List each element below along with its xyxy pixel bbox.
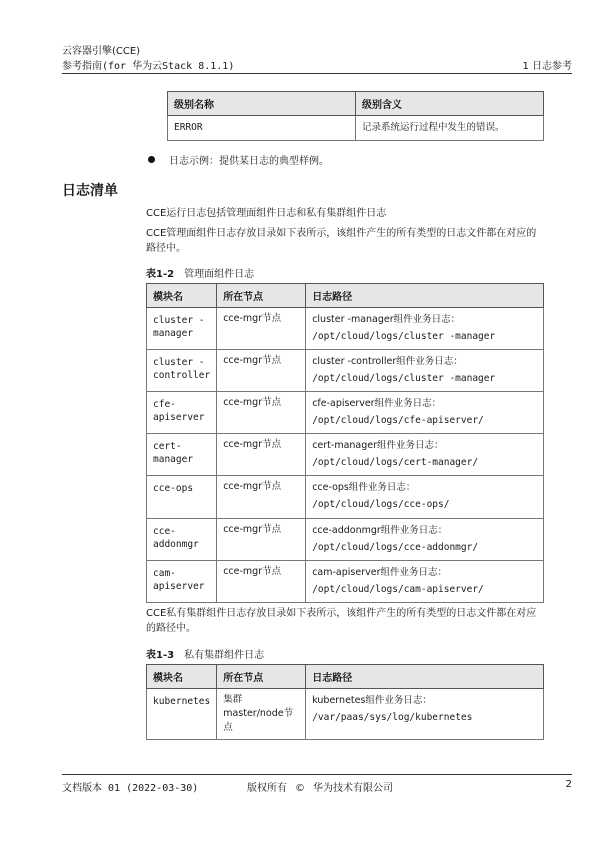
- path-desc: cam-apiserver组件业务日志：: [312, 567, 447, 578]
- table1-caption: [146, 265, 254, 280]
- bullet-text: 日志示例：提供某日志的典型样例。: [169, 156, 329, 167]
- footer-divider: [62, 774, 572, 775]
- node-cell: 集群master/node节点: [217, 689, 306, 740]
- path-cell: [306, 392, 544, 434]
- level-meaning-cell: 记录系统运行过程中发生的错误。: [356, 116, 544, 141]
- module-cell: cert-manager: [147, 434, 217, 476]
- module-cell: cfe-apiserver: [147, 392, 217, 434]
- path-value: /opt/cloud/logs/cce-ops/: [312, 499, 450, 510]
- product-name: 云容器引擎(CCE): [62, 46, 141, 57]
- guide-title: 参考指南(for 华为云Stack 8.1.1): [62, 61, 235, 72]
- table-row: [168, 116, 544, 141]
- path-desc: cluster -controller组件业务日志：: [312, 356, 463, 367]
- table-row: [147, 476, 544, 519]
- mgmt-component-log-table: [146, 283, 544, 603]
- copyright-text: 版权所有: [247, 783, 287, 794]
- node-cell: cce-mgr节点: [217, 308, 306, 350]
- col-header-node: 所在节点: [217, 665, 306, 689]
- path-value: /opt/cloud/logs/cluster -manager: [312, 331, 496, 342]
- table-row: [147, 561, 544, 603]
- module-cell: cce-ops: [147, 476, 217, 519]
- section-title: 日志清单: [62, 183, 118, 199]
- table-row: [147, 689, 544, 740]
- path-value: /var/paas/sys/log/kubernetes: [312, 712, 473, 723]
- path-value: /opt/cloud/logs/cluster -manager: [312, 373, 496, 384]
- path-desc: kubernetes组件业务日志：: [312, 695, 432, 706]
- path-value: /opt/cloud/logs/cfe-apiserver/: [312, 415, 484, 426]
- node-cell: cce-mgr节点: [217, 350, 306, 392]
- table-row: [147, 308, 544, 350]
- col-header-node: 所在节点: [217, 284, 306, 308]
- col-header-module: 模块名: [147, 665, 217, 689]
- table-row: [147, 434, 544, 476]
- path-cell: [306, 308, 544, 350]
- table2-caption: [146, 646, 264, 661]
- path-cell: [306, 519, 544, 561]
- copyright-line: [247, 779, 566, 794]
- node-cell: cce-mgr节点: [217, 392, 306, 434]
- private-cluster-log-table: [146, 664, 544, 740]
- node-cell: cce-mgr节点: [217, 476, 306, 519]
- header-divider: [62, 73, 572, 74]
- path-cell: [306, 561, 544, 603]
- module-cell: kubernetes: [147, 689, 217, 740]
- table-row: [147, 392, 544, 434]
- path-value: /opt/cloud/logs/cce-addonmgr/: [312, 542, 479, 553]
- path-desc: cce-ops组件业务日志：: [312, 482, 416, 493]
- log-example-bullet: [148, 152, 329, 167]
- path-desc: cce-addonmgr组件业务日志：: [312, 525, 448, 536]
- table2-title: 私有集群组件日志: [184, 650, 265, 661]
- table-row: [147, 519, 544, 561]
- module-cell: cluster -manager: [147, 308, 217, 350]
- log-level-table: [167, 91, 544, 141]
- path-value: /opt/cloud/logs/cam-apiserver/: [312, 584, 484, 595]
- doc-version: 文档版本 01 (2022-03-30): [62, 783, 199, 794]
- path-cell: [306, 434, 544, 476]
- chapter-title: 1 日志参考: [522, 61, 572, 72]
- bullet-icon: [148, 156, 155, 163]
- path-cell: [306, 350, 544, 392]
- table2-label: 表1-3: [146, 650, 175, 661]
- module-cell: cce-addonmgr: [147, 519, 217, 561]
- module-cell: cam-apiserver: [147, 561, 217, 603]
- intro-paragraph: CCE运行日志包括管理面组件日志和私有集群组件日志: [146, 208, 387, 219]
- table1-title: 管理面组件日志: [184, 269, 255, 280]
- node-cell: cce-mgr节点: [217, 561, 306, 603]
- page-footer: [62, 779, 572, 794]
- col-header-path: 日志路径: [306, 284, 544, 308]
- path-value: /opt/cloud/logs/cert-manager/: [312, 457, 479, 468]
- company-name: 华为技术有限公司: [313, 783, 393, 794]
- col-header-level-name: 级别名称: [168, 92, 356, 116]
- path-cell: [306, 476, 544, 519]
- page-number: 2: [565, 779, 572, 790]
- node-cell: cce-mgr节点: [217, 519, 306, 561]
- table1-label: 表1-2: [146, 269, 175, 280]
- col-header-module: 模块名: [147, 284, 217, 308]
- node-cell: cce-mgr节点: [217, 434, 306, 476]
- level-name-cell: ERROR: [168, 116, 356, 141]
- page-header: [62, 44, 572, 74]
- col-header-path: 日志路径: [306, 665, 544, 689]
- col-header-level-meaning: 级别含义: [356, 92, 544, 116]
- table-row: [147, 350, 544, 392]
- module-cell: cluster -controller: [147, 350, 217, 392]
- path-cell: [306, 689, 544, 740]
- copyright-icon: ©: [295, 783, 305, 794]
- mgmt-intro-paragraph: CCE管理面组件日志存放目录如下表所示，该组件产生的所有类型的日志文件都在对应的路径中。: [146, 228, 537, 254]
- path-desc: cluster -manager组件业务日志：: [312, 314, 461, 325]
- path-desc: cert-manager组件业务日志：: [312, 440, 444, 451]
- path-desc: cfe-apiserver组件业务日志：: [312, 398, 442, 409]
- private-intro-paragraph: CCE私有集群组件日志存放目录如下表所示，该组件产生的所有类型的日志文件都在对应的路径中。: [146, 608, 537, 634]
